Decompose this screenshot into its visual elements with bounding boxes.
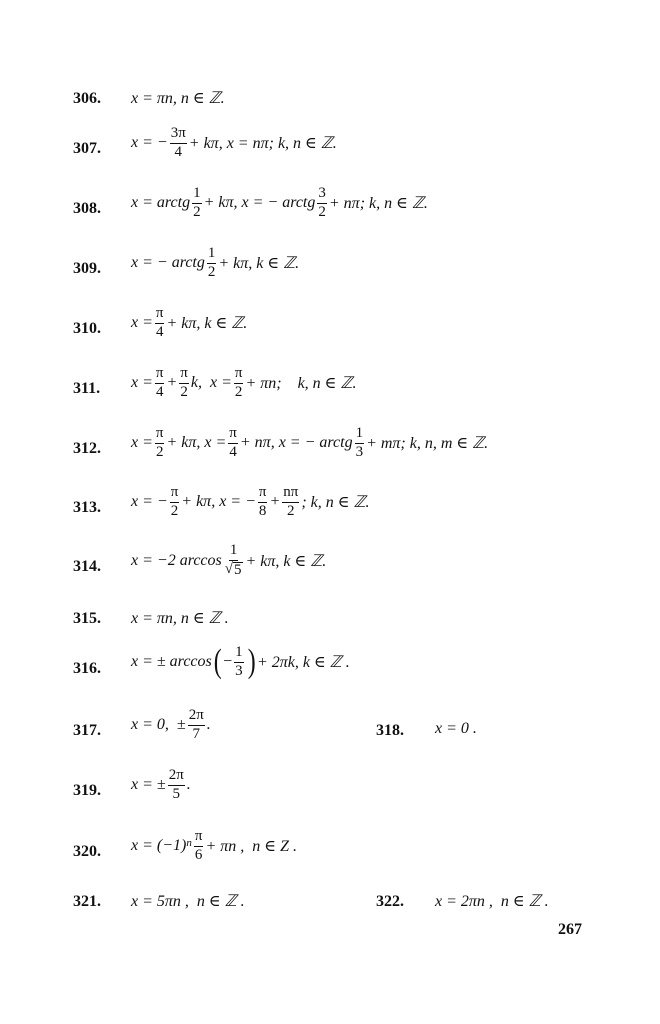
right-parenthesis: ) bbox=[247, 643, 256, 681]
numerator: 1 bbox=[229, 543, 239, 561]
numerator: π bbox=[155, 366, 165, 384]
numerator: 2π bbox=[168, 768, 185, 786]
answer bbox=[131, 366, 356, 401]
fraction bbox=[170, 485, 180, 520]
problem-number: 310. bbox=[73, 320, 101, 337]
answer-text: + nπ; k, n ∈ ℤ. bbox=[328, 195, 428, 213]
answer bbox=[131, 543, 326, 579]
numerator: 1 bbox=[207, 246, 217, 264]
answer-text: x = 2πn , n ∈ ℤ . bbox=[435, 893, 549, 910]
numerator: 2π bbox=[188, 708, 205, 726]
answer-text: . bbox=[206, 716, 211, 734]
problem-number: 307. bbox=[73, 140, 101, 157]
problem-number: 314. bbox=[73, 558, 101, 575]
answer bbox=[435, 891, 549, 911]
minus-sign: − bbox=[223, 653, 233, 671]
problem-number: 320. bbox=[73, 843, 101, 860]
answer-text: x = − bbox=[131, 134, 168, 152]
answer bbox=[131, 645, 350, 680]
numerator: π bbox=[258, 485, 268, 503]
denominator: 5 bbox=[172, 785, 180, 802]
square-root: √ 5 bbox=[224, 560, 242, 578]
answer bbox=[435, 720, 477, 738]
fraction bbox=[155, 426, 165, 461]
fraction bbox=[234, 645, 244, 680]
answer-text: + kπ, x = bbox=[166, 434, 227, 452]
numerator: 3π bbox=[170, 126, 187, 144]
fraction bbox=[224, 543, 244, 579]
answer-text: + nπ, x = − arctg bbox=[239, 434, 353, 452]
answer-text: x = − bbox=[131, 493, 168, 511]
answer-text: + kπ, x = − arctg bbox=[203, 194, 316, 212]
fraction bbox=[228, 426, 238, 461]
problem-number: 308. bbox=[73, 200, 101, 217]
answer-text: x = bbox=[131, 434, 153, 452]
numerator: 3 bbox=[317, 186, 327, 204]
problem-number: 321. bbox=[73, 893, 101, 910]
problem-number: 316. bbox=[73, 660, 101, 677]
answer-text: + πn; k, n ∈ ℤ. bbox=[245, 375, 357, 393]
numerator: 1 bbox=[355, 426, 365, 444]
answer-text: + kπ, x = − bbox=[181, 493, 256, 511]
problem-number: 315. bbox=[73, 610, 101, 627]
radicand: 5 bbox=[234, 561, 242, 578]
answer-text: + πn , n ∈ Z . bbox=[205, 838, 297, 856]
denominator: 2 bbox=[155, 443, 164, 460]
numerator: π bbox=[155, 426, 165, 444]
answer-text: + bbox=[269, 493, 281, 511]
numerator: π bbox=[228, 426, 238, 444]
answer bbox=[131, 88, 225, 108]
answer bbox=[131, 186, 428, 221]
problem-number: 319. bbox=[73, 782, 101, 799]
numerator: π bbox=[179, 366, 189, 384]
numerator: nπ bbox=[282, 485, 299, 503]
answer bbox=[131, 891, 245, 911]
answer-text: + bbox=[166, 374, 178, 392]
fraction bbox=[179, 366, 189, 401]
answer bbox=[131, 485, 370, 520]
fraction bbox=[192, 186, 202, 221]
fraction bbox=[258, 485, 268, 520]
answer bbox=[131, 246, 299, 281]
answer-text: + kπ, k ∈ ℤ. bbox=[245, 552, 327, 570]
answer bbox=[131, 426, 488, 461]
fraction bbox=[170, 126, 187, 161]
answer-text: x = − arctg bbox=[131, 254, 205, 272]
problem-number: 322. bbox=[376, 893, 404, 910]
answer-text: + kπ, k ∈ ℤ. bbox=[166, 315, 248, 333]
fraction bbox=[234, 366, 244, 401]
numerator: π bbox=[194, 829, 204, 847]
answer-text: . bbox=[186, 776, 191, 794]
denominator bbox=[224, 561, 244, 579]
numerator: π bbox=[170, 485, 180, 503]
denominator: 2 bbox=[318, 203, 326, 220]
answer-text: + 2πk, k ∈ ℤ . bbox=[256, 654, 350, 672]
problem-number: 313. bbox=[73, 499, 101, 516]
answer-text: x = 0, ± bbox=[131, 716, 186, 734]
fraction bbox=[194, 829, 204, 864]
problem-number: 312. bbox=[73, 440, 101, 457]
fraction bbox=[168, 768, 185, 803]
answer-text: x = arctg bbox=[131, 194, 191, 212]
fraction bbox=[282, 485, 299, 520]
answer bbox=[131, 768, 191, 803]
denominator: 8 bbox=[258, 502, 267, 519]
denominator: 2 bbox=[170, 502, 179, 519]
answer bbox=[131, 708, 211, 743]
answer-text: + kπ, x = nπ; k, n ∈ ℤ. bbox=[188, 135, 337, 153]
numerator: π bbox=[155, 306, 165, 324]
answer-text: k, x = bbox=[190, 374, 232, 392]
numerator: π bbox=[234, 366, 244, 384]
answer bbox=[131, 829, 297, 864]
denominator: 2 bbox=[207, 263, 216, 280]
denominator: 4 bbox=[174, 143, 182, 160]
denominator: 2 bbox=[287, 502, 295, 519]
problem-number: 311. bbox=[73, 380, 101, 397]
answer-text: x = ± bbox=[131, 776, 166, 794]
denominator: 2 bbox=[180, 383, 188, 400]
answer-text: x = ± arccos bbox=[131, 653, 212, 671]
denominator: 4 bbox=[155, 383, 164, 400]
numerator: 1 bbox=[192, 186, 202, 204]
answer-text: x = 5πn , n ∈ ℤ . bbox=[131, 893, 245, 910]
fraction bbox=[355, 426, 365, 461]
denominator: 7 bbox=[192, 725, 200, 742]
fraction bbox=[188, 708, 205, 743]
problem-number: 306. bbox=[73, 90, 101, 107]
answer-text: x = bbox=[131, 374, 153, 392]
problem-number: 318. bbox=[376, 722, 404, 739]
fraction bbox=[207, 246, 217, 281]
answer bbox=[131, 126, 337, 161]
answer bbox=[131, 306, 247, 341]
answer-text: x = 0 . bbox=[435, 720, 477, 737]
denominator: 2 bbox=[193, 203, 201, 220]
answer-text: ; k, n ∈ ℤ. bbox=[301, 494, 370, 512]
problem-number: 309. bbox=[73, 260, 101, 277]
fraction bbox=[155, 306, 165, 341]
answer-text: + kπ, k ∈ ℤ. bbox=[218, 255, 300, 273]
denominator: 2 bbox=[234, 383, 243, 400]
page-number: 267 bbox=[558, 921, 582, 938]
answer-text: + mπ; k, n, m ∈ ℤ. bbox=[366, 435, 489, 453]
left-parenthesis: ( bbox=[213, 643, 222, 681]
fraction bbox=[317, 186, 327, 221]
answer-text: x = (−1) bbox=[131, 837, 187, 855]
problem-number: 317. bbox=[73, 722, 101, 739]
answer-text: x = πn, n ∈ ℤ . bbox=[131, 610, 229, 627]
answer-text: x = bbox=[131, 314, 153, 332]
denominator: 6 bbox=[194, 846, 203, 863]
numerator: 1 bbox=[234, 645, 244, 663]
answer bbox=[131, 608, 229, 628]
denominator: 4 bbox=[229, 443, 237, 460]
denominator: 3 bbox=[235, 662, 243, 679]
denominator: 4 bbox=[155, 323, 164, 340]
answer-text: x = πn, n ∈ ℤ. bbox=[131, 90, 225, 107]
answer-text: x = −2 arccos bbox=[131, 551, 222, 569]
exponent: n bbox=[186, 837, 192, 849]
denominator: 3 bbox=[355, 443, 364, 460]
fraction bbox=[155, 366, 165, 401]
